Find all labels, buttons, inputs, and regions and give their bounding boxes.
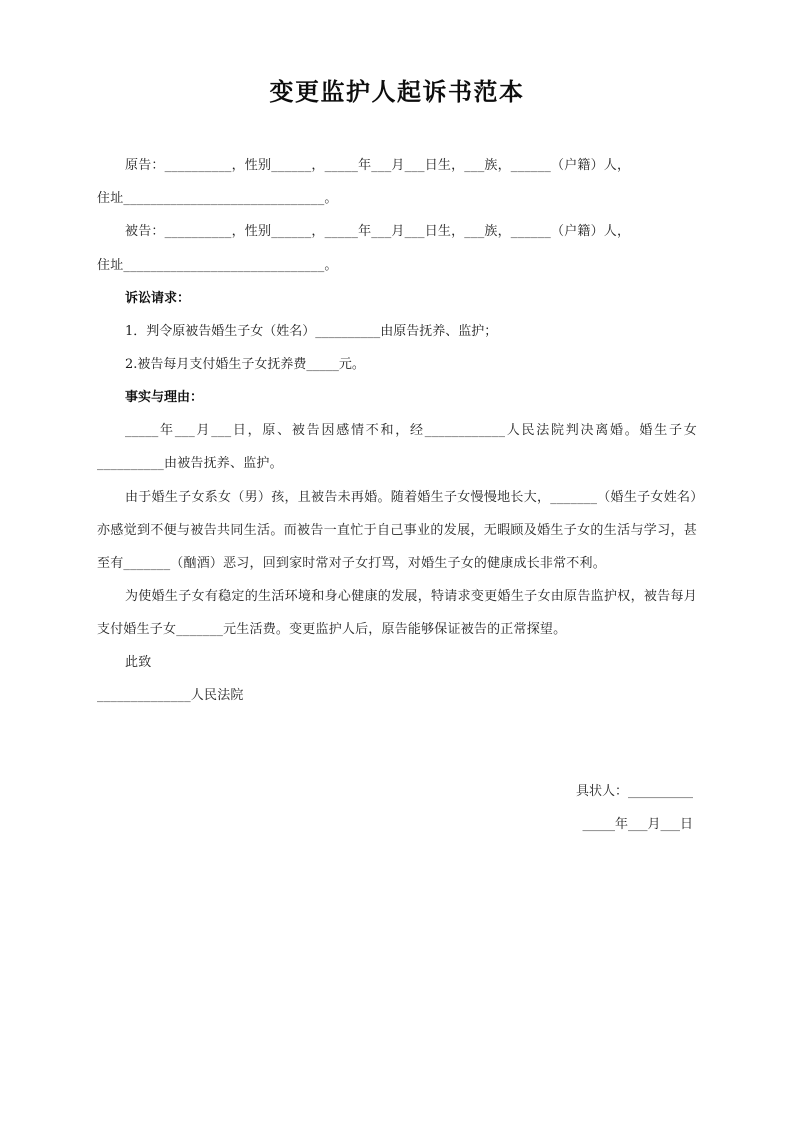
facts-paragraph-2: 由于婚生子女系女（男）孩，且被告未再婚。随着婚生子女慢慢地长大，_______（婚生子女姓名）亦感觉到不便与被告共同生活。而被告一直忙于自己事业的发展，无暇顾及婚生子女的生活与学习，甚至有_______（酗酒）恶习，回到家时常对子女打骂，对婚生子女的健康成长非常不利。 <box>97 489 697 571</box>
facts-paragraph-1: _____年___月___日，原、被告因感情不和，经____________人民法院判决离婚。婚生子女__________由被告抚养、监护。 <box>97 423 697 472</box>
facts-paragraph-3: 为使婚生子女有稳定的生活环境和身心健康的发展，特请求变更婚生子女由原告监护权，被告每月支付婚生子女_______元生活费。变更监护人后，原告能够保证被告的正常探望。 <box>97 589 697 638</box>
closing-court-line: ______________人民法院 <box>97 688 244 704</box>
claim-item-1: 1．判令原被告婚生子女（姓名）__________由原告抚养、监护； <box>125 323 498 339</box>
signer-line: 具状人：__________ <box>575 783 693 799</box>
page-title: 变更监护人起诉书范本 <box>269 77 525 106</box>
signature-block <box>97 713 697 841</box>
plaintiff-address-line: 住址______________________________。 <box>97 191 338 207</box>
plaintiff-info-line-1: 原告：__________，性别______，_____年___月___日生，___族，______（户籍）人， <box>125 158 631 174</box>
claim-item-2: 2.被告每月支付婚生子女抚养费_____元。 <box>125 357 365 373</box>
facts-heading: 事实与理由： <box>125 390 204 406</box>
signature-date-line: _____年___月___日 <box>582 816 693 832</box>
document-body <box>97 107 697 712</box>
claims-heading: 诉讼请求： <box>125 290 191 306</box>
closing-salutation: 此致 <box>125 655 152 671</box>
defendant-address-line: 住址______________________________。 <box>97 257 338 273</box>
defendant-info-line-1: 被告：__________，性别______，_____年___月___日生，___族，______（户籍）人， <box>125 224 631 240</box>
